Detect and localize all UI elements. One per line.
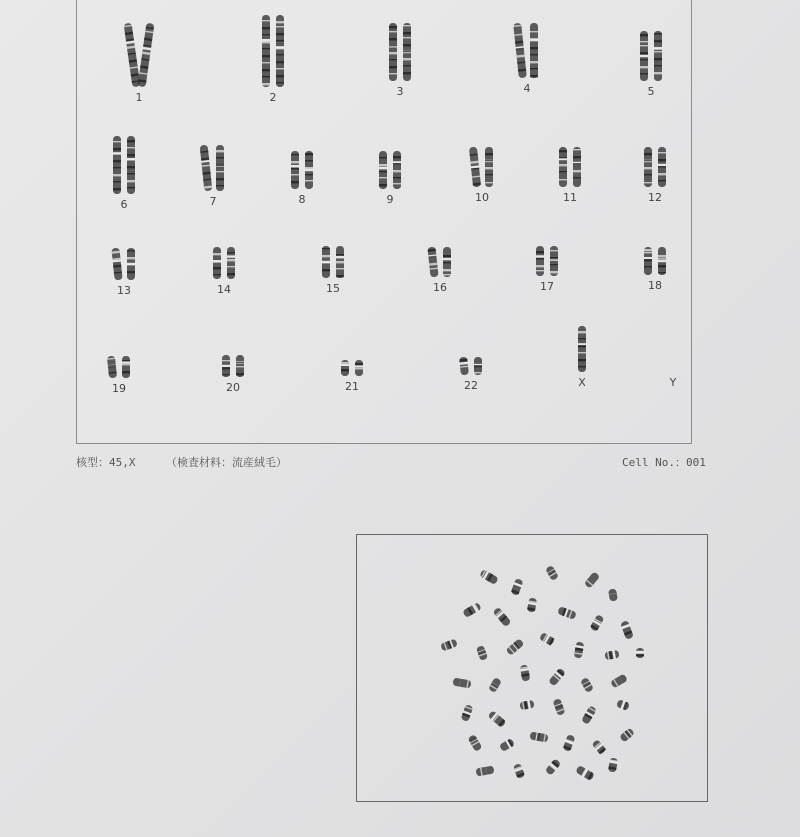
chromosome-pair-16 xyxy=(426,247,452,278)
metaphase-chromosome xyxy=(519,664,532,681)
metaphase-chromosome xyxy=(575,764,596,782)
metaphase-chromosome xyxy=(462,601,483,619)
metaphase-chromosome xyxy=(610,673,629,690)
chromosome-pair-2 xyxy=(261,15,285,87)
chromosome-pair-15 xyxy=(321,246,345,278)
metaphase-chromosome xyxy=(510,578,525,596)
metaphase-chromosome xyxy=(618,727,635,744)
metaphase-chromosome xyxy=(607,588,619,602)
metaphase-spread-panel xyxy=(356,534,708,802)
karyotype-result: 核型：45,X xyxy=(76,456,136,469)
metaphase-chromosome xyxy=(479,568,500,586)
chromosome-label-10: 10 xyxy=(475,191,489,204)
chromosome-label-16: 16 xyxy=(433,281,447,294)
chromosome-pair-22 xyxy=(458,357,483,376)
chromosome-label-3: 3 xyxy=(396,85,404,98)
metaphase-chromosome xyxy=(526,597,538,613)
metaphase-chromosome xyxy=(619,620,635,640)
metaphase-chromosome xyxy=(475,765,494,778)
chromosome-label-Y: Y xyxy=(669,376,677,389)
chromosome-pair-17 xyxy=(535,246,559,276)
chromosome-label-11: 11 xyxy=(563,191,577,204)
chromosome-pair-9 xyxy=(378,151,402,189)
chromosome-label-15: 15 xyxy=(326,282,340,295)
chromosome-pair-14 xyxy=(212,247,236,279)
chromosome-label-2: 2 xyxy=(269,91,277,104)
chromosome-label-14: 14 xyxy=(217,283,231,296)
metaphase-chromosome xyxy=(487,676,503,693)
chromosome-label-X: X xyxy=(578,376,586,389)
metaphase-chromosome xyxy=(492,606,513,628)
metaphase-chromosome xyxy=(544,758,562,777)
metaphase-chromosome xyxy=(505,637,525,656)
specimen-material: （検査材料：流産絨毛） xyxy=(166,456,287,469)
chromosome-pair-20 xyxy=(221,355,245,377)
chromosome-pair-8 xyxy=(290,151,314,189)
metaphase-chromosome xyxy=(440,638,458,653)
metaphase-chromosome xyxy=(452,677,471,690)
metaphase-chromosome xyxy=(475,645,489,662)
chromosome-pair-7 xyxy=(199,145,225,192)
metaphase-chromosome xyxy=(498,737,515,753)
metaphase-chromosome xyxy=(467,734,484,753)
chromosome-pair-X xyxy=(577,326,587,372)
chromosome-label-5: 5 xyxy=(647,85,655,98)
metaphase-chromosome xyxy=(552,698,567,716)
metaphase-chromosome xyxy=(562,734,577,752)
chromosome-label-7: 7 xyxy=(209,195,217,208)
chromosome-label-18: 18 xyxy=(648,279,662,292)
chromosome-label-1: 1 xyxy=(135,91,143,104)
chromosome-label-22: 22 xyxy=(464,379,478,392)
metaphase-chromosome xyxy=(573,641,586,658)
metaphase-chromosome xyxy=(557,605,577,621)
metaphase-chromosome xyxy=(635,648,645,658)
cell-number: Cell No.：001 xyxy=(622,456,706,469)
chromosome-pair-18 xyxy=(643,247,667,275)
chromosome-pair-19 xyxy=(106,356,131,379)
metaphase-chromosome xyxy=(460,704,475,722)
chromosome-label-8: 8 xyxy=(298,193,306,206)
chromosome-pair-6 xyxy=(112,136,136,194)
chromosome-pair-13 xyxy=(110,248,136,281)
metaphase-spread-image xyxy=(357,535,709,803)
metaphase-chromosome xyxy=(580,705,598,726)
chromosome-pair-4 xyxy=(512,23,539,79)
chromosome-label-4: 4 xyxy=(523,82,531,95)
metaphase-chromosome xyxy=(538,631,555,647)
metaphase-chromosome xyxy=(547,667,566,687)
metaphase-chromosome xyxy=(529,731,548,744)
chromosome-pair-3 xyxy=(388,23,412,81)
karyogram-panel xyxy=(76,0,692,444)
chromosome-label-13: 13 xyxy=(117,284,131,297)
metaphase-chromosome xyxy=(591,738,608,755)
metaphase-chromosome xyxy=(589,614,606,633)
metaphase-chromosome xyxy=(607,757,619,773)
metaphase-chromosome xyxy=(604,649,620,661)
chromosome-label-21: 21 xyxy=(345,380,359,393)
chromosome-label-19: 19 xyxy=(112,382,126,395)
chromosome-pair-5 xyxy=(639,31,663,81)
metaphase-chromosome xyxy=(544,564,560,581)
chromosome-pair-12 xyxy=(643,147,667,187)
metaphase-chromosome xyxy=(512,763,526,780)
chromosome-pair-21 xyxy=(340,360,364,376)
karyogram-figure xyxy=(77,0,693,445)
chromosome-pair-1 xyxy=(123,23,156,88)
chromosome-label-6: 6 xyxy=(120,198,128,211)
chromosome-label-20: 20 xyxy=(226,381,240,394)
chromosome-label-12: 12 xyxy=(648,191,662,204)
chromosome-pair-11 xyxy=(558,147,582,187)
metaphase-chromosome xyxy=(583,571,601,590)
chromosome-pair-10 xyxy=(468,147,494,188)
metaphase-chromosome xyxy=(487,709,507,728)
metaphase-chromosome xyxy=(519,699,535,711)
metaphase-chromosome xyxy=(579,676,595,693)
chromosome-label-9: 9 xyxy=(386,193,394,206)
metaphase-chromosome xyxy=(616,698,631,712)
chromosome-label-17: 17 xyxy=(540,280,554,293)
